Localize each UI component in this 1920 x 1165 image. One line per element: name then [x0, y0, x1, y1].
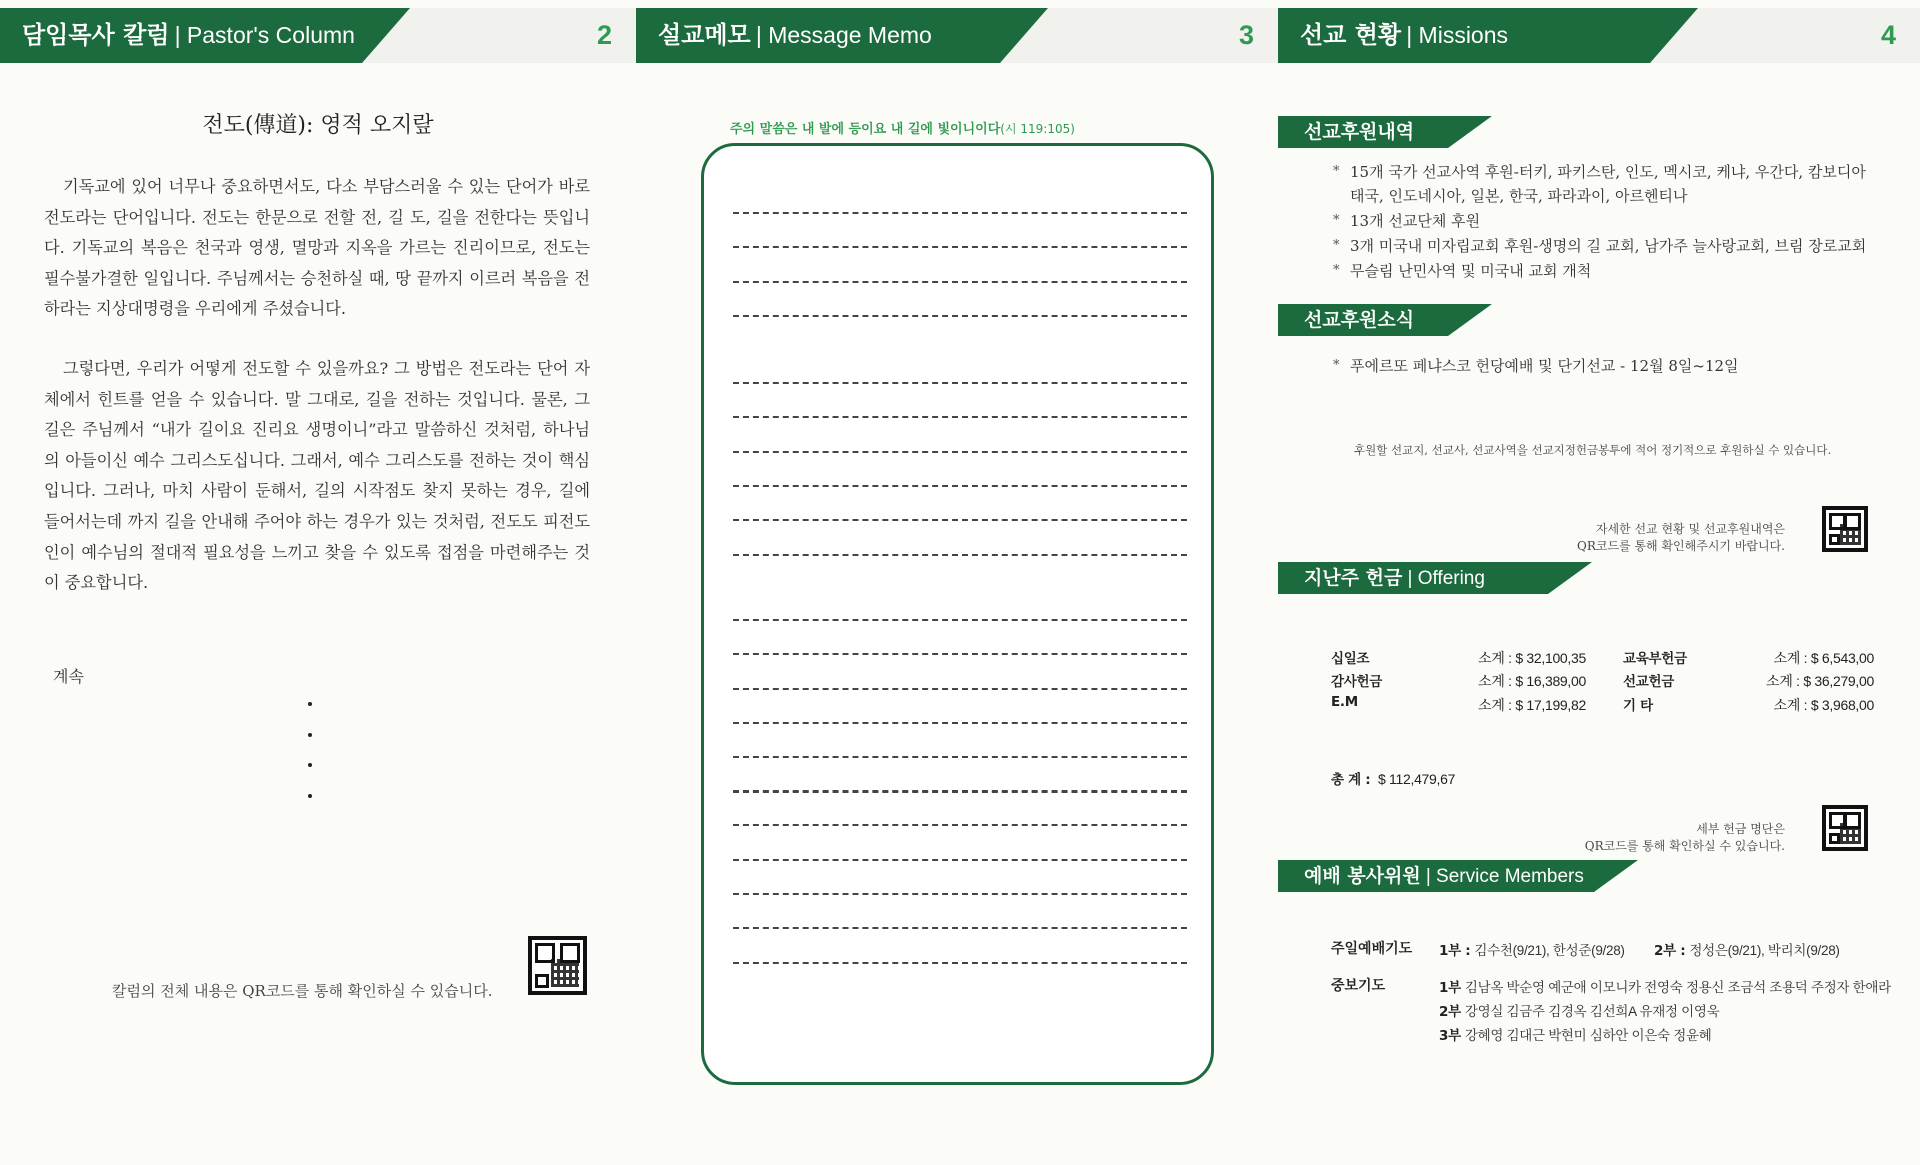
bible-verse: 주의 말씀은 내 발에 등이요 내 길에 빛이니이다(시 119:105) — [730, 122, 1075, 137]
panel-header — [0, 8, 636, 63]
support-note: 후원할 선교지, 선교사, 선교사역을 선교지정헌금봉투에 적어 정기적으로 후원하실 수 있습니다. — [1354, 443, 1832, 457]
memo-line — [733, 756, 1187, 758]
memo-line — [733, 315, 1187, 317]
panel-title: 담임목사 칼럼 | Pastor's Column — [22, 21, 355, 49]
memo-writing-box[interactable] — [701, 143, 1214, 1085]
memo-line — [733, 859, 1187, 861]
memo-line — [733, 246, 1187, 248]
column-paragraph-2: 그렇다면, 우리가 어떻게 전도할 수 있을까요? 그 방법은 전도라는 단어 자체에서 힌트를 얻을 수 있습니다. 말 그대로, 길을 전하는 것입니다. 물론, 그 길은 주님께서 “내가 길이요 진리요 생명이니”라고 말씀하신 것처럼, 하나님의 아들이신 예수 그리스도십니다. 그래서, 예수 그리스도를 전하는 것이 핵심입니다. 그러나, 마치 사람이 둔해서, 길의 시작점도 찾지 못하는 경우, 길에 들어서는데 까지 길을 안내해 주어야 하는 경우가 있는 것처럼, 전도도 피전도인이 예수님의 절대적 필요성을 느끼고 찾을 수 있도록 접점을 마련해주는 것이 중요합니다. — [44, 359, 590, 593]
list-item: * 13개 선교단체 후원 — [1333, 209, 1873, 233]
memo-line — [733, 554, 1187, 556]
list-item: * 15개 국가 선교사역 후원-터키, 파키스탄, 인도, 멕시코, 케냐, 우간다, 캄보디아 태국, 인도네시아, 일본, 한국, 파라과이, 아르헨티나 — [1333, 160, 1873, 208]
page-number: 2 — [596, 20, 612, 50]
ellipsis-dots — [308, 702, 312, 824]
sunday-prayer-label: 주일예배기도 — [1331, 941, 1413, 957]
support-list — [1333, 160, 1873, 284]
sunday-prayer-part1: 1부 : 김수천(9/21), 한성준(9/28) — [1439, 943, 1625, 959]
memo-line — [733, 927, 1187, 929]
list-item: * 푸에르또 페냐스코 헌당예배 및 단기선교 - 12월 8일~12일 — [1333, 354, 1873, 378]
intercession-row: 3부 강혜영 김대근 박현미 심하안 이은숙 정윤혜 — [1439, 1028, 1712, 1044]
list-item: * 무슬림 난민사역 및 미국내 교회 개척 — [1333, 259, 1873, 283]
mission-qr-code[interactable] — [1822, 506, 1868, 552]
memo-line — [733, 451, 1187, 453]
memo-line — [733, 619, 1187, 621]
panel-header — [636, 8, 1278, 63]
panel-header — [1278, 8, 1920, 63]
memo-line — [733, 722, 1187, 724]
pastor-column-panel — [0, 0, 636, 1165]
panel-title: 설교메모 | Message Memo — [658, 21, 932, 49]
memo-line — [733, 688, 1187, 690]
memo-line — [733, 893, 1187, 895]
memo-line — [733, 212, 1187, 214]
page-number: 3 — [1238, 20, 1254, 50]
memo-line — [733, 281, 1187, 283]
news-list — [1333, 354, 1873, 379]
offering-qr-code[interactable] — [1822, 805, 1868, 851]
offering-qr-note: 세부 헌금 명단은 QR코드를 통해 확인하실 수 있습니다. — [1584, 822, 1785, 853]
column-title: 전도(傳道): 영적 오지랖 — [202, 113, 434, 138]
column-paragraph-1: 기독교에 있어 너무나 중요하면서도, 다소 부담스러울 수 있는 단어가 바로 전도라는 단어입니다. 전도는 한문으로 전할 전, 길 도, 길을 전한다는 뜻입니다. 기독교의 복음은 천국과 영생, 멸망과 지옥을 가르는 진리이므로, 전도는 필수불가결한 일입니다. 주님께서는 승천하실 때, 땅 끝까지 이르러 복음을 전하라는 지상대명령을 우리에게 주셨습니다. — [44, 177, 590, 319]
mission-qr-note: 자세한 선교 현황 및 선교후원내역은 QR코드를 통해 확인해주시기 바랍니다. — [1576, 522, 1785, 553]
memo-line — [733, 824, 1187, 826]
memo-line — [733, 962, 1187, 964]
offering-value: 소계 : $ 16,389,00 — [1478, 673, 1586, 689]
offering-value: 소계 : $ 3,968,00 — [1773, 697, 1874, 713]
memo-line — [733, 790, 1187, 792]
offering-value: 소계 : $ 6,543,00 — [1773, 650, 1874, 666]
offering-value: 소계 : $ 36,279,00 — [1766, 673, 1874, 689]
offering-section-tag: 지난주 헌금 | Offering — [1278, 562, 1548, 594]
continued-label: 계속 — [53, 667, 84, 686]
memo-line — [733, 519, 1187, 521]
memo-line — [733, 382, 1187, 384]
intercession-row: 2부 강영실 김금주 김경옥 김선희A 유재정 이영욱 — [1439, 1004, 1720, 1020]
memo-line — [733, 416, 1187, 418]
intercession-label: 중보기도 — [1331, 978, 1386, 994]
missions-panel: 선교 현황 | Missions 4 선교후원내역 * 15개 국가 선교사역 후원-터키, 파키스탄, 인도, 멕시코, 케냐, 우간다, 캄보디아 태국, 인도네시아, 일본, 한국, 파라과이, 아르헨티나 * 13개 선교단체 후원 * 3개 미국내 미자립교회 후원-생명의 길 교회, 남가주 늘사랑교회, 브림 장로교회 * 무슬림 난민사역 및 미국내 교회 개척 선교후원소식 * 푸에르또 페냐스코 헌당예배 및 단기선교 - 12월 8일~12일 후원할 선교지, 선교사, 선교사역을 선교지정헌금봉투에 적어 정기적으로 후원하실 수 있습니다. 자세한 선교 현황 및 선교후원내역은 QR코드를 통해 확인해주시기 바랍니다. 지난주 헌금 | Offering 십일조 소계 : $ 32,100,35 감사헌금 소계 : $ 16,389,00 E.M 소계 : $ 17,199,82 교육부헌금 소계 : $ 6,543,00 선교헌금 소계 : $ 36,279,00 기 타 소계 : $ 3,968,00 총 계 : $ 112,479,67 세부 헌금 명단은 QR코드를 통해 확인하실 수 있습니다. 예배 봉사위원 | Service Members 주일예배기도 1부 : 김수천(9/21), 한성준(9/28) 2부 : 정성은(9/21), 박리치(9/28) 중보기도 1부 김남옥 박순영 예군애 이모니카 전영숙 정용신 조금석 조용덕 주정자 한애라 2부 강영실 김금주 김경옥 김선희A 유재정 이영욱 3부 강혜영 김대근 박현미 심하안 이은숙 정윤혜 — [1278, 0, 1920, 1165]
offering-total: 총 계 : $ 112,479,67 — [1331, 771, 1456, 788]
page-number: 4 — [1880, 20, 1896, 50]
memo-line — [733, 485, 1187, 487]
list-item: * 3개 미국내 미자립교회 후원-생명의 길 교회, 남가주 늘사랑교회, 브림 장로교회 — [1333, 234, 1873, 258]
offering-value: 소계 : $ 17,199,82 — [1478, 697, 1586, 713]
intercession-row: 1부 김남옥 박순영 예군애 이모니카 전영숙 정용신 조금석 조용덕 주정자 한애라 — [1439, 980, 1891, 996]
message-memo-panel — [636, 0, 1278, 1165]
column-qr-code[interactable] — [528, 936, 587, 995]
memo-line — [733, 653, 1187, 655]
offering-value: 소계 : $ 32,100,35 — [1478, 650, 1586, 666]
panel-title: 선교 현황 | Missions — [1300, 21, 1509, 49]
column-qr-note: 칼럼의 전체 내용은 QR코드를 통해 확인하실 수 있습니다. — [112, 982, 493, 1000]
news-section-tag: 선교후원소식 — [1278, 304, 1448, 336]
service-section-tag: 예배 봉사위원 | Service Members — [1278, 860, 1594, 892]
support-section-tag: 선교후원내역 — [1278, 116, 1448, 148]
sunday-prayer-part2: 2부 : 정성은(9/21), 박리치(9/28) — [1654, 943, 1840, 959]
